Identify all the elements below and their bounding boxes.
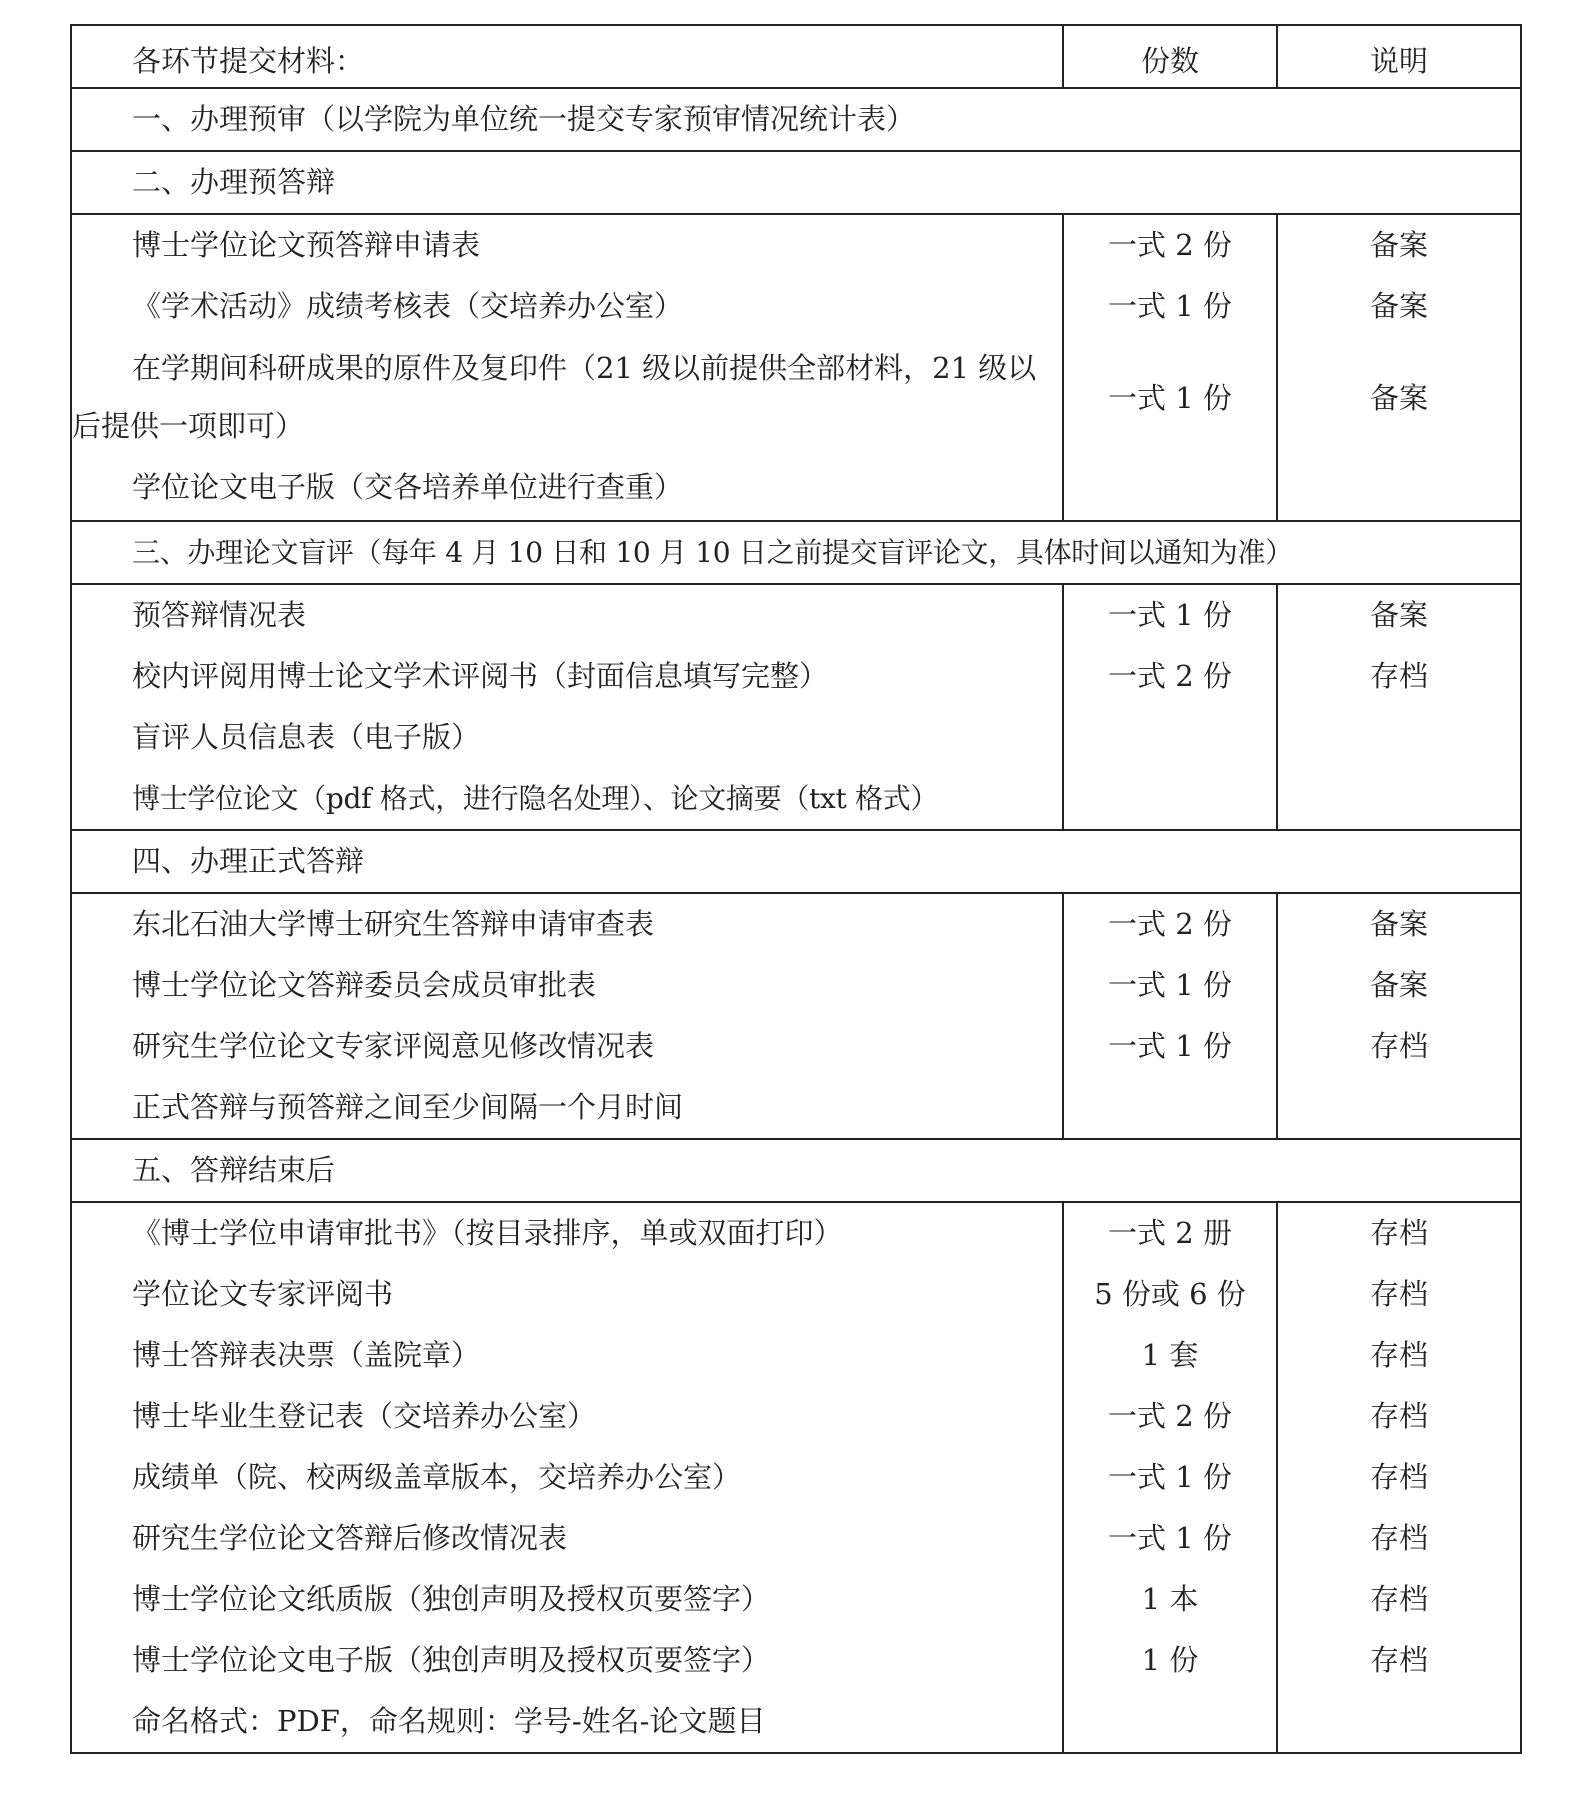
item-note: 存档 bbox=[1369, 1029, 1428, 1063]
section-5-items-cell bbox=[71, 1202, 1063, 1753]
section-2-counts-cell bbox=[1063, 214, 1277, 521]
item-count: 5 份或 6 份 bbox=[1094, 1277, 1246, 1311]
header-item: 各环节提交材料： bbox=[132, 44, 365, 78]
item-count bbox=[1064, 768, 1276, 829]
section-4-items-cell bbox=[71, 893, 1063, 1139]
item-note bbox=[1278, 707, 1520, 768]
item-count: 一式 1 份 bbox=[1108, 1029, 1232, 1063]
section-2-notes-cell bbox=[1277, 214, 1521, 521]
section-2-items-row bbox=[71, 214, 1521, 521]
item-count: 一式 2 份 bbox=[1108, 659, 1232, 693]
section-1-row bbox=[71, 88, 1521, 151]
item-note: 存档 bbox=[1369, 659, 1428, 693]
section-5-row bbox=[71, 1139, 1521, 1202]
section-4-notes-cell bbox=[1277, 893, 1521, 1139]
item-count bbox=[1064, 707, 1276, 768]
item-note: 备案 bbox=[1369, 598, 1428, 632]
list-item: 成绩单（院、校两级盖章版本，交培养办公室） bbox=[132, 1460, 742, 1494]
item-count bbox=[1064, 1077, 1276, 1138]
item-note: 存档 bbox=[1369, 1643, 1428, 1677]
section-1-title: 一、办理预审（以学院为单位统一提交专家预审情况统计表） bbox=[132, 102, 916, 136]
item-note: 备案 bbox=[1369, 228, 1428, 262]
table-header-row bbox=[71, 25, 1521, 88]
list-item: 《博士学位申请审批书》（按目录排序，单或双面打印） bbox=[132, 1216, 843, 1250]
item-count: 一式 2 份 bbox=[1108, 1399, 1232, 1433]
list-item: 研究生学位论文专家评阅意见修改情况表 bbox=[132, 1029, 655, 1063]
item-count: 一式 2 份 bbox=[1108, 228, 1232, 262]
section-5-cell bbox=[71, 1139, 1521, 1202]
item-note: 存档 bbox=[1369, 1399, 1428, 1433]
item-count: 一式 1 份 bbox=[1108, 1460, 1232, 1494]
header-count-cell bbox=[1063, 25, 1277, 88]
item-note: 备案 bbox=[1369, 289, 1428, 323]
item-count: 1 套 bbox=[1141, 1338, 1199, 1372]
header-note-cell bbox=[1277, 25, 1521, 88]
section-4-counts-cell bbox=[1063, 893, 1277, 1139]
section-4-items-row bbox=[71, 893, 1521, 1139]
list-item: 学位论文专家评阅书 bbox=[132, 1277, 394, 1311]
section-2-cell bbox=[71, 151, 1521, 214]
section-3-row bbox=[71, 521, 1521, 584]
section-3-title: 三、办理论文盲评（每年 4 月 10 日和 10 月 10 日之前提交盲评论文，具体时间以通知为准） bbox=[132, 536, 1293, 569]
item-count: 1 份 bbox=[1141, 1643, 1199, 1677]
list-item: 命名格式：PDF，命名规则：学号-姓名-论文题目 bbox=[132, 1704, 766, 1738]
list-item: 博士毕业生登记表（交培养办公室） bbox=[132, 1399, 597, 1433]
section-2-row bbox=[71, 151, 1521, 214]
section-4-cell bbox=[71, 830, 1521, 893]
list-item: 博士学位论文电子版（独创声明及授权页要签字） bbox=[132, 1643, 771, 1677]
item-note bbox=[1278, 1077, 1520, 1138]
list-item: 在学期间科研成果的原件及复印件（21 级以前提供全部材料，21 级以后提供一项即可） bbox=[72, 351, 1037, 443]
list-item: 博士学位论文（pdf 格式，进行隐名处理）、论文摘要（txt 格式） bbox=[132, 782, 939, 815]
section-3-notes-cell bbox=[1277, 584, 1521, 830]
item-note: 存档 bbox=[1369, 1521, 1428, 1555]
list-item: 《学术活动》成绩考核表（交培养办公室） bbox=[132, 289, 684, 323]
item-note: 存档 bbox=[1369, 1460, 1428, 1494]
item-count: 一式 1 份 bbox=[1108, 598, 1232, 632]
item-count bbox=[1064, 1691, 1276, 1752]
section-5-counts-cell bbox=[1063, 1202, 1277, 1753]
item-note bbox=[1278, 1691, 1520, 1752]
section-5-items-row bbox=[71, 1202, 1521, 1753]
item-note: 存档 bbox=[1369, 1277, 1428, 1311]
section-5-notes-cell bbox=[1277, 1202, 1521, 1753]
header-count: 份数 bbox=[1140, 44, 1199, 78]
item-note: 存档 bbox=[1369, 1338, 1428, 1372]
item-note: 存档 bbox=[1369, 1216, 1428, 1250]
list-item: 博士学位论文答辩委员会成员审批表 bbox=[132, 968, 597, 1002]
section-2-title: 二、办理预答辩 bbox=[132, 165, 336, 199]
section-3-cell bbox=[71, 521, 1521, 584]
item-note bbox=[1278, 459, 1520, 520]
header-note: 说明 bbox=[1369, 44, 1428, 78]
list-item: 正式答辩与预答辩之间至少间隔一个月时间 bbox=[132, 1090, 684, 1124]
list-item: 博士学位论文预答辩申请表 bbox=[132, 228, 481, 262]
item-count: 一式 2 册 bbox=[1108, 1216, 1232, 1250]
section-1-cell bbox=[71, 88, 1521, 151]
item-count: 一式 1 份 bbox=[1108, 381, 1232, 415]
section-3-items-cell bbox=[71, 584, 1063, 830]
item-note: 备案 bbox=[1369, 907, 1428, 941]
item-count: 一式 1 份 bbox=[1108, 968, 1232, 1002]
list-item: 校内评阅用博士论文学术评阅书（封面信息填写完整） bbox=[132, 659, 829, 693]
section-3-counts-cell bbox=[1063, 584, 1277, 830]
section-2-items-cell bbox=[71, 214, 1063, 521]
materials-table bbox=[70, 24, 1522, 1754]
item-count bbox=[1064, 459, 1276, 520]
materials-document bbox=[70, 24, 1520, 1754]
list-item: 研究生学位论文答辩后修改情况表 bbox=[132, 1521, 568, 1555]
section-5-title: 五、答辩结束后 bbox=[132, 1153, 336, 1187]
item-count: 1 本 bbox=[1141, 1582, 1199, 1616]
item-count: 一式 1 份 bbox=[1108, 1521, 1232, 1555]
item-note bbox=[1278, 768, 1520, 829]
item-count: 一式 1 份 bbox=[1108, 289, 1232, 323]
list-item: 预答辩情况表 bbox=[132, 598, 307, 632]
item-count: 一式 2 份 bbox=[1108, 907, 1232, 941]
list-item: 盲评人员信息表（电子版） bbox=[132, 720, 481, 754]
list-item: 博士答辩表决票（盖院章） bbox=[132, 1338, 481, 1372]
list-item: 博士学位论文纸质版（独创声明及授权页要签字） bbox=[132, 1582, 771, 1616]
section-4-row bbox=[71, 830, 1521, 893]
section-3-items-row bbox=[71, 584, 1521, 830]
section-4-title: 四、办理正式答辩 bbox=[132, 844, 365, 878]
item-note: 备案 bbox=[1369, 968, 1428, 1002]
item-note: 存档 bbox=[1369, 1582, 1428, 1616]
list-item: 东北石油大学博士研究生答辩申请审查表 bbox=[132, 907, 655, 941]
item-note: 备案 bbox=[1369, 381, 1428, 415]
list-item: 学位论文电子版（交各培养单位进行查重） bbox=[132, 470, 684, 504]
header-item-cell bbox=[71, 25, 1063, 88]
